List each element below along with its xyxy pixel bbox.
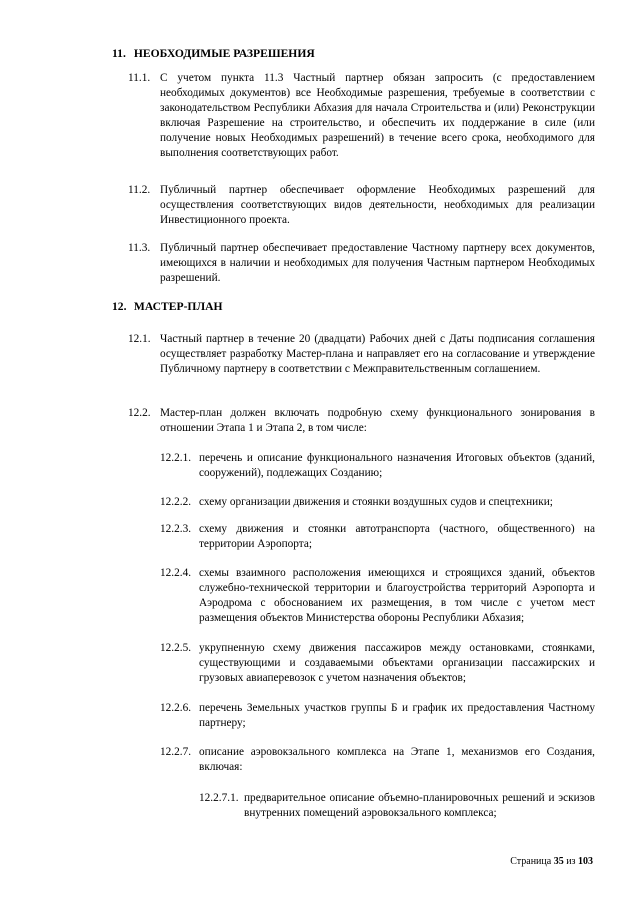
clause-text: предварительное описание объемно-планировочных решений и эскизов внутренних помещений аэровокзального комплекса; <box>244 792 595 819</box>
section-number: 11. <box>112 47 126 60</box>
clause-number: 11.3. <box>128 242 151 254</box>
clause-number: 12.2.3. <box>160 523 192 535</box>
clause-text: Частный партнер в течение 20 (двадцати) Рабочих дней с Даты подписания соглашения осуществляет разработку Мастер-плана и направляет его на согласование и утверждение Публичному партнеру в соответствии с Межправительственным соглашением. <box>160 333 595 375</box>
clause-text: описание аэровокзального комплекса на Этапе 1, механизмов его Создания, включая: <box>199 746 595 773</box>
clause-12-2 <box>128 406 595 436</box>
clause-11-3 <box>128 241 595 286</box>
section-number: 12. <box>112 300 127 313</box>
subsubclause-12-2-7-1 <box>199 791 595 821</box>
clause-text: укрупненную схему движения пассажиров между остановками, стоянками, существующими и создаваемыми объектами организации пассажирских и грузовых авиаперевозок с учетом назначения объектов; <box>199 642 595 684</box>
clause-text: схемы взаимного расположения имеющихся и строящихся зданий, объектов служебно-технической территории и благоустройства территорий Аэропорта и Аэродрома с обоснованием их размещения, в том числе с учетом мест размещения объектов Министерства обороны Республики Абхазия; <box>199 567 595 624</box>
clause-number: 12.1. <box>128 333 151 345</box>
clause-text: Мастер-план должен включать подробную схему функционального зонирования в отношении Этапа 1 и Этапа 2, в том числе: <box>160 407 595 434</box>
clause-number: 12.2.2. <box>160 496 192 508</box>
section-heading-12 <box>112 300 222 315</box>
subclause-12-2-5 <box>160 641 595 686</box>
subclause-12-2-7 <box>160 745 595 775</box>
subclause-12-2-4 <box>160 566 595 626</box>
clause-number: 12.2. <box>128 407 151 419</box>
clause-number: 12.2.7.1. <box>199 792 239 804</box>
page-total: 103 <box>578 856 593 867</box>
subclause-12-2-6 <box>160 701 595 731</box>
page-number: 35 <box>553 856 564 867</box>
clause-number: 11.2. <box>128 184 151 196</box>
footer-of: из <box>566 856 576 867</box>
clause-text: С учетом пункта 11.3 Частный партнер обязан запросить (с предоставлением необходимых документов) все Необходимые разрешения, требуемые в соответствии с законодательством Республики Абхазия для начала Строительства и (или) Реконструкции включая Разрешение на строительство, и обеспечить их поддержание в силе (или получение новых Необходимых разрешений) в течение всего срока, необходимого для выполнения соответствующих работ. <box>160 72 595 159</box>
clause-text: Публичный партнер обеспечивает предоставление Частному партнеру всех документов, имеющихся в наличии и необходимых для получения Частным партнером Необходимых разрешений. <box>160 242 595 284</box>
clause-text: перечень и описание функционального назначения Итоговых объектов (зданий, сооружений), подлежащих Созданию; <box>199 452 595 479</box>
clause-11-1 <box>128 71 595 160</box>
clause-number: 12.2.4. <box>160 567 192 579</box>
page-footer <box>510 855 593 870</box>
clause-text: Публичный партнер обеспечивает оформление Необходимых разрешений для осуществления соответствующих видов деятельности, необходимых для реализации Инвестиционного проекта. <box>160 184 595 226</box>
clause-text: схему движения и стоянки автотранспорта (частного, общественного) на территории Аэропорта; <box>199 523 595 550</box>
section-title: НЕОБХОДИМЫЕ РАЗРЕШЕНИЯ <box>133 47 315 60</box>
clause-text: перечень Земельных участков группы Б и график их предоставления Частному партнеру; <box>199 702 595 729</box>
section-heading-11 <box>112 47 315 62</box>
subclause-12-2-3 <box>160 522 595 552</box>
clause-number: 12.2.1. <box>160 452 192 464</box>
clause-text: схему организации движения и стоянки воздушных судов и спецтехники; <box>199 496 553 508</box>
section-title: МАСТЕР-ПЛАН <box>133 300 223 313</box>
clause-number: 11.1. <box>128 72 151 84</box>
clause-12-1 <box>128 332 595 377</box>
footer-prefix: Страница <box>510 856 552 867</box>
clause-number: 12.2.5. <box>160 642 192 654</box>
clause-11-2 <box>128 183 595 228</box>
subclause-12-2-1 <box>160 451 595 481</box>
clause-number: 12.2.6. <box>160 702 192 714</box>
clause-number: 12.2.7. <box>160 746 192 758</box>
subclause-12-2-2 <box>160 495 595 510</box>
